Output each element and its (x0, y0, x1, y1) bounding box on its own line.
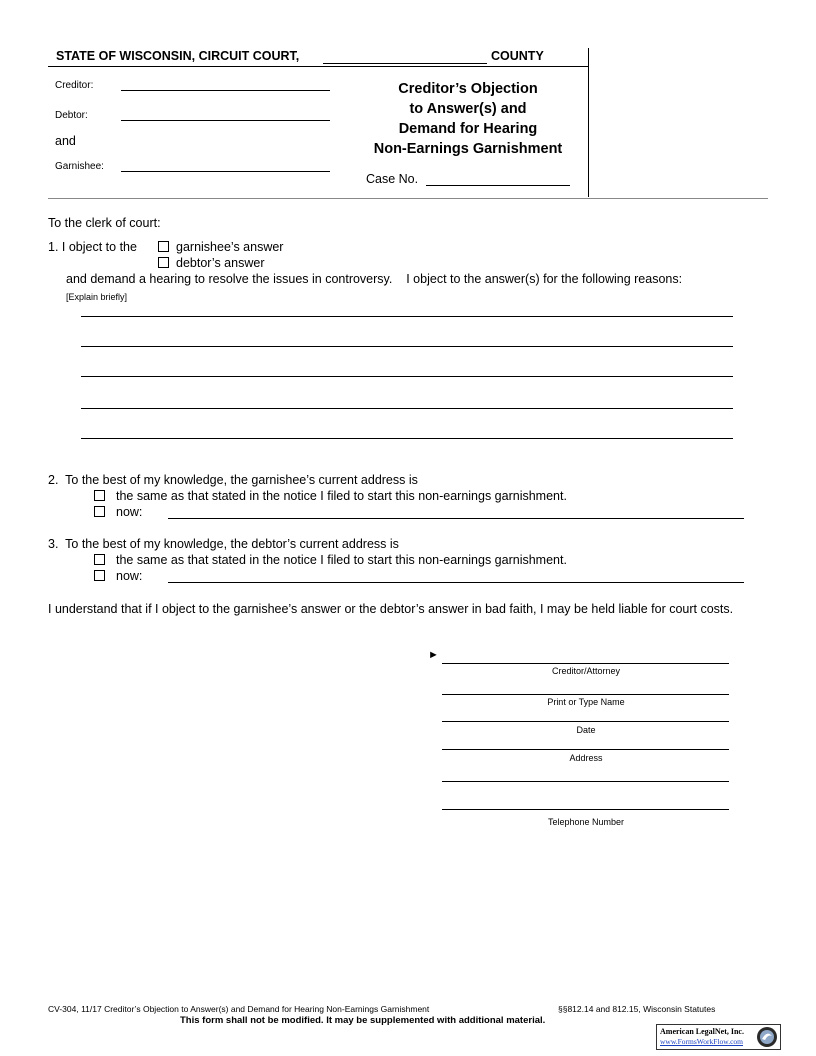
garnishee-label: Garnishee: (55, 161, 104, 172)
case-no-label: Case No. (366, 172, 419, 186)
garnishee-now-checkbox[interactable] (94, 506, 105, 517)
debtor-same-address-checkbox[interactable] (94, 554, 105, 565)
badge-name: American LegalNet, Inc. (660, 1027, 744, 1036)
badge-logo-icon (756, 1026, 778, 1053)
creditor-field[interactable] (121, 78, 330, 91)
and-label: and (55, 134, 76, 148)
title-line-1: Creditor’s Objection (398, 81, 538, 97)
debtor-same-address-label: the same as that stated in the notice I filed to start this non-earnings garnishment. (116, 553, 567, 567)
signature-field[interactable] (442, 651, 729, 664)
signature-arrow-icon: ► (428, 649, 439, 661)
header-vertical-rule (588, 48, 589, 197)
reason-line-3[interactable] (81, 364, 733, 377)
case-no-field[interactable] (426, 172, 570, 186)
debtor-answer-label: debtor’s answer (176, 256, 265, 270)
bad-faith-statement: I understand that if I object to the garnishee’s answer or the debtor’s answer in bad faith, I may be held liable for court costs. (48, 602, 734, 616)
header-top-rule (48, 66, 588, 67)
to-clerk: To the clerk of court: (48, 216, 161, 230)
debtor-field[interactable] (121, 108, 330, 121)
title-line-2: to Answer(s) and (409, 101, 527, 117)
debtor-now-field[interactable] (168, 570, 744, 583)
reason-line-1[interactable] (81, 304, 733, 317)
debtor-label: Debtor: (55, 110, 88, 121)
item2-prefix: 2. To the best of my knowledge, the garnishee’s current address is (48, 473, 418, 487)
creditor-label: Creditor: (55, 80, 94, 91)
garnishee-now-field[interactable] (168, 506, 744, 519)
garnishee-field[interactable] (121, 159, 330, 172)
garnishee-same-address-checkbox[interactable] (94, 490, 105, 501)
debtor-now-checkbox[interactable] (94, 570, 105, 581)
date-label: Date (576, 725, 596, 735)
footer-notice: This form shall not be modified. It may be supplemented with additional material. (180, 1015, 546, 1026)
demand-text: and demand a hearing to resolve the issues in controversy. I object to the answer(s) for the following reasons: (66, 272, 683, 286)
legalnet-badge[interactable] (656, 1024, 781, 1050)
garnishee-answer-checkbox[interactable] (158, 241, 169, 252)
debtor-now-label: now: (116, 569, 143, 583)
print-name-field[interactable] (442, 682, 729, 695)
print-name-label: Print or Type Name (547, 697, 625, 707)
garnishee-same-address-label: the same as that stated in the notice I filed to start this non-earnings garnishment. (116, 489, 567, 503)
address-label: Address (569, 753, 603, 763)
reason-line-4[interactable] (81, 396, 733, 409)
telephone-label: Telephone Number (547, 817, 625, 827)
footer-statutes: §§812.14 and 812.15, Wisconsin Statutes (558, 1004, 716, 1014)
address-field-2[interactable] (442, 769, 729, 782)
date-field[interactable] (442, 709, 729, 722)
title-line-3: Demand for Hearing (398, 121, 538, 137)
county-field[interactable] (323, 50, 487, 64)
reason-line-5[interactable] (81, 426, 733, 439)
badge-url: www.FormsWorkFlow.com (660, 1037, 744, 1046)
county-label: COUNTY (491, 49, 544, 63)
address-field-1[interactable] (442, 737, 729, 750)
title-line-4: Non-Earnings Garnishment (373, 141, 563, 157)
creditor-attorney-label: Creditor/Attorney (551, 666, 621, 676)
item3-prefix: 3. To the best of my knowledge, the debtor’s current address is (48, 537, 399, 551)
explain-briefly: [Explain briefly] (66, 292, 128, 302)
item1-prefix: 1. I object to the (48, 240, 137, 254)
form-title (348, 79, 588, 159)
footer-form-id: CV-304, 11/17 Creditor’s Objection to Answer(s) and Demand for Hearing Non-Earnings Garnishment (48, 1004, 430, 1014)
debtor-answer-checkbox[interactable] (158, 257, 169, 268)
garnishee-answer-label: garnishee’s answer (176, 240, 284, 254)
reason-line-2[interactable] (81, 334, 733, 347)
state-court-label: STATE OF WISCONSIN, CIRCUIT COURT, (56, 49, 300, 63)
telephone-field[interactable] (442, 797, 729, 810)
garnishee-now-label: now: (116, 505, 143, 519)
header-bottom-rule (48, 198, 768, 199)
